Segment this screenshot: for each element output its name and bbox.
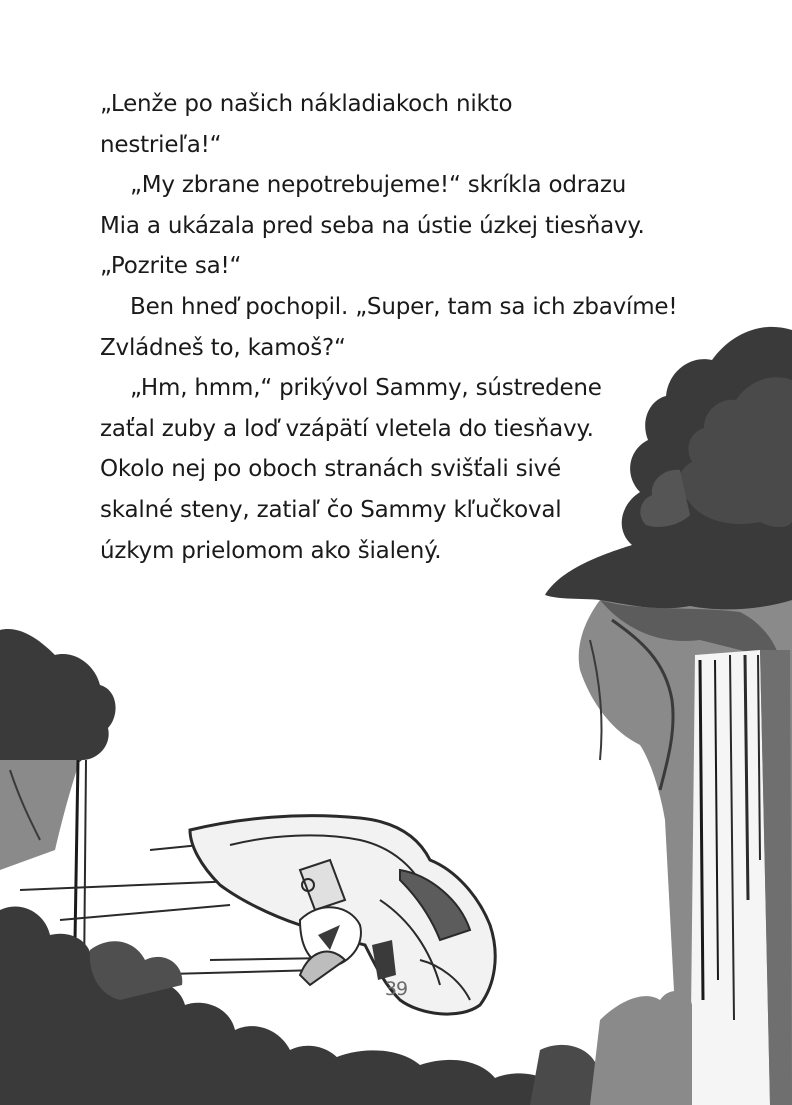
story-text xyxy=(100,84,740,571)
text-line: úzkym prielomom ako šialený. xyxy=(100,537,442,564)
waterfall xyxy=(690,650,792,1105)
text-line: Mia a ukázala pred seba na ústie úzkej tiesňavy. xyxy=(100,212,645,239)
text-line: zaťal zuby a loď vzápätí vletela do tiesňavy. xyxy=(100,415,594,442)
text-line: „Hm, hmm,“ prikývol Sammy, sústredene xyxy=(130,375,602,402)
text-line: „Lenže po našich nákladiakoch nikto xyxy=(100,91,513,117)
text-line: „Pozrite sa!“ xyxy=(100,253,242,280)
page-number: 39 xyxy=(384,978,408,1000)
text-line: nestrieľa!“ xyxy=(100,131,222,158)
text-line: Okolo nej po oboch stranách svišťali sivé xyxy=(100,456,561,483)
text-line: Zvládneš to, kamoš?“ xyxy=(100,334,346,361)
text-line: skalné steny, zatiaľ čo Sammy kľučkoval xyxy=(100,496,562,523)
text-line: Ben hneď pochopil. „Super, tam sa ich zbavíme! xyxy=(130,293,678,320)
text-line: „My zbrane nepotrebujeme!“ skríkla odrazu xyxy=(130,172,627,199)
